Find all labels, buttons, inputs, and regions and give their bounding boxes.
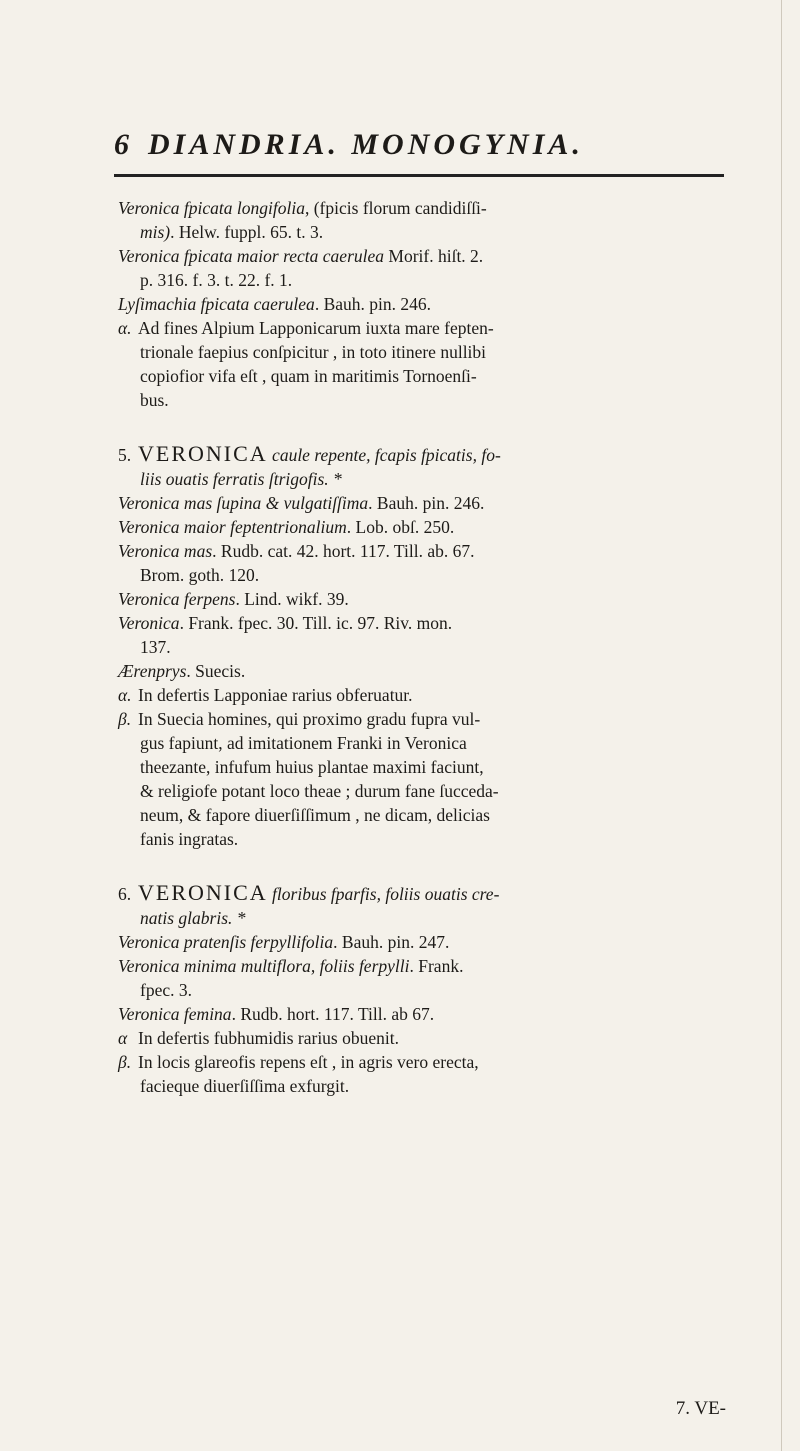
italic-text: Veronica maior feptentrionalium <box>118 517 347 537</box>
synonym-line <box>118 954 758 978</box>
synonym-line <box>118 244 758 268</box>
genus-name: VERONICA <box>138 441 268 466</box>
italic-text: Veronica <box>118 613 180 633</box>
italic-text: liis ouatis ferratis ſtrigofis. * <box>140 469 342 489</box>
roman-text: 137. <box>140 637 171 657</box>
continuation-line <box>118 827 758 851</box>
page-number: 6 <box>114 128 130 161</box>
species-number: 6. <box>118 884 132 904</box>
synonym-line <box>118 1002 758 1026</box>
continuation-line <box>118 779 758 803</box>
continuation-line <box>118 635 758 659</box>
genus-name: VERONICA <box>138 880 268 905</box>
roman-text: . Helw. fuppl. 65. t. 3. <box>170 222 324 242</box>
roman-text: fanis ingratas. <box>140 829 239 849</box>
roman-text: . Bauh. pin. 246. <box>314 294 431 314</box>
synonym-line <box>118 611 758 635</box>
observation-line <box>118 707 758 731</box>
roman-text: neum, & fapore diuerſiſſimum , ne dicam, delicias <box>140 805 490 825</box>
italic-text: mis) <box>140 222 171 242</box>
italic-text: Veronica ferpens <box>118 589 236 609</box>
roman-text: gus fapiunt, ad imitationem Franki in Veronica <box>140 733 467 753</box>
observation-marker: β. <box>118 709 132 729</box>
italic-text: natis glabris. * <box>140 908 246 928</box>
continuation-line <box>118 563 758 587</box>
continuation-line <box>118 978 758 1002</box>
diagnosis: floribus fparfis, foliis ouatis cre- <box>267 884 500 904</box>
entry-gap <box>118 412 758 442</box>
continuation-line <box>118 364 758 388</box>
catchword: 7. VE- <box>675 1398 726 1419</box>
continuation-line <box>118 731 758 755</box>
synonym-line <box>118 930 758 954</box>
diagnosis: caule repente, fcapis fpicatis, fo- <box>267 445 501 465</box>
synonym-line <box>118 515 758 539</box>
running-title: DIANDRIA. MONOGYNIA. <box>148 128 584 161</box>
synonym-line <box>118 196 758 220</box>
continuation-line <box>118 906 758 930</box>
roman-text: . Rudb. hort. 117. Till. ab 67. <box>231 1004 435 1024</box>
roman-text: p. 316. f. 3. t. 22. f. 1. <box>140 270 293 290</box>
italic-text: Ærenprys <box>118 661 187 681</box>
roman-text: trionale faepius conſpicitur , in toto itinere nullibi <box>140 342 487 362</box>
roman-text: . Bauh. pin. 247. <box>333 932 450 952</box>
synonym-line <box>118 292 758 316</box>
roman-text: . Lind. wikf. 39. <box>235 589 349 609</box>
italic-text: Veronica femina <box>118 1004 232 1024</box>
roman-text: fpec. 3. <box>140 980 192 1000</box>
entry-gap <box>118 851 758 881</box>
observation-marker: α. <box>118 318 132 338</box>
observation-text: In defertis Lapponiae rarius obferuatur. <box>138 685 413 705</box>
roman-text: Morif. hiſt. 2. <box>384 246 484 266</box>
observation-text: In Suecia homines, qui proximo gradu fupra vul- <box>138 709 481 729</box>
observation-marker: α. <box>118 685 132 705</box>
italic-text: Lyſimachia fpicata caerulea <box>118 294 315 314</box>
observation-text: In locis glareofis repens eſt , in agris vero erecta, <box>138 1052 479 1072</box>
page-edge <box>781 0 782 1451</box>
body-text <box>118 196 758 1098</box>
roman-text: & religiofe potant loco theae ; durum fane ſucceda- <box>140 781 499 801</box>
italic-text: Veronica fpicata maior recta caerulea <box>118 246 385 266</box>
synonym-line <box>118 491 758 515</box>
italic-text: Veronica mas <box>118 541 213 561</box>
continuation-line <box>118 340 758 364</box>
roman-text: , (fpicis florum candidiſſi- <box>304 198 487 218</box>
observation-line <box>118 1026 758 1050</box>
synonym-line <box>118 659 758 683</box>
continuation-line <box>118 388 758 412</box>
roman-text: copiofior vifa eſt , quam in maritimis Tornoenſi- <box>140 366 477 386</box>
observation-text: In defertis fubhumidis rarius obuenit. <box>138 1028 399 1048</box>
continuation-line <box>118 803 758 827</box>
species-heading <box>118 442 758 467</box>
observation-text: Ad fines Alpium Lapponicarum iuxta mare fepten- <box>138 318 494 338</box>
observation-line <box>118 1050 758 1074</box>
roman-text: . Frank. <box>409 956 464 976</box>
synonym-line <box>118 539 758 563</box>
roman-text: . Frank. fpec. 30. Till. ic. 97. Riv. mon. <box>179 613 453 633</box>
observation-line <box>118 683 758 707</box>
roman-text: bus. <box>140 390 169 410</box>
page-header <box>114 128 734 168</box>
italic-text: Veronica pratenſis ferpyllifolia <box>118 932 334 952</box>
species-number: 5. <box>118 445 132 465</box>
observation-line <box>118 316 758 340</box>
italic-text: Veronica mas ſupina & vulgatiſſima <box>118 493 369 513</box>
species-heading <box>118 881 758 906</box>
roman-text: Brom. goth. 120. <box>140 565 260 585</box>
italic-text: Veronica fpicata longifolia <box>118 198 305 218</box>
italic-text: Veronica minima multiflora, foliis ferpylli <box>118 956 410 976</box>
roman-text: . Bauh. pin. 246. <box>368 493 485 513</box>
synonym-line <box>118 587 758 611</box>
continuation-line <box>118 220 758 244</box>
continuation-line <box>118 755 758 779</box>
roman-text: . Lob. obſ. 250. <box>346 517 455 537</box>
continuation-line <box>118 268 758 292</box>
observation-marker: α <box>118 1028 128 1048</box>
observation-marker: β. <box>118 1052 132 1072</box>
continuation-line <box>118 467 758 491</box>
header-rule <box>114 174 724 177</box>
roman-text: . Suecis. <box>186 661 246 681</box>
roman-text: . Rudb. cat. 42. hort. 117. Till. ab. 67. <box>212 541 475 561</box>
roman-text: facieque diuerſiſſima exfurgit. <box>140 1076 350 1096</box>
continuation-line <box>118 1074 758 1098</box>
roman-text: theezante, infufum huius plantae maximi faciunt, <box>140 757 484 777</box>
